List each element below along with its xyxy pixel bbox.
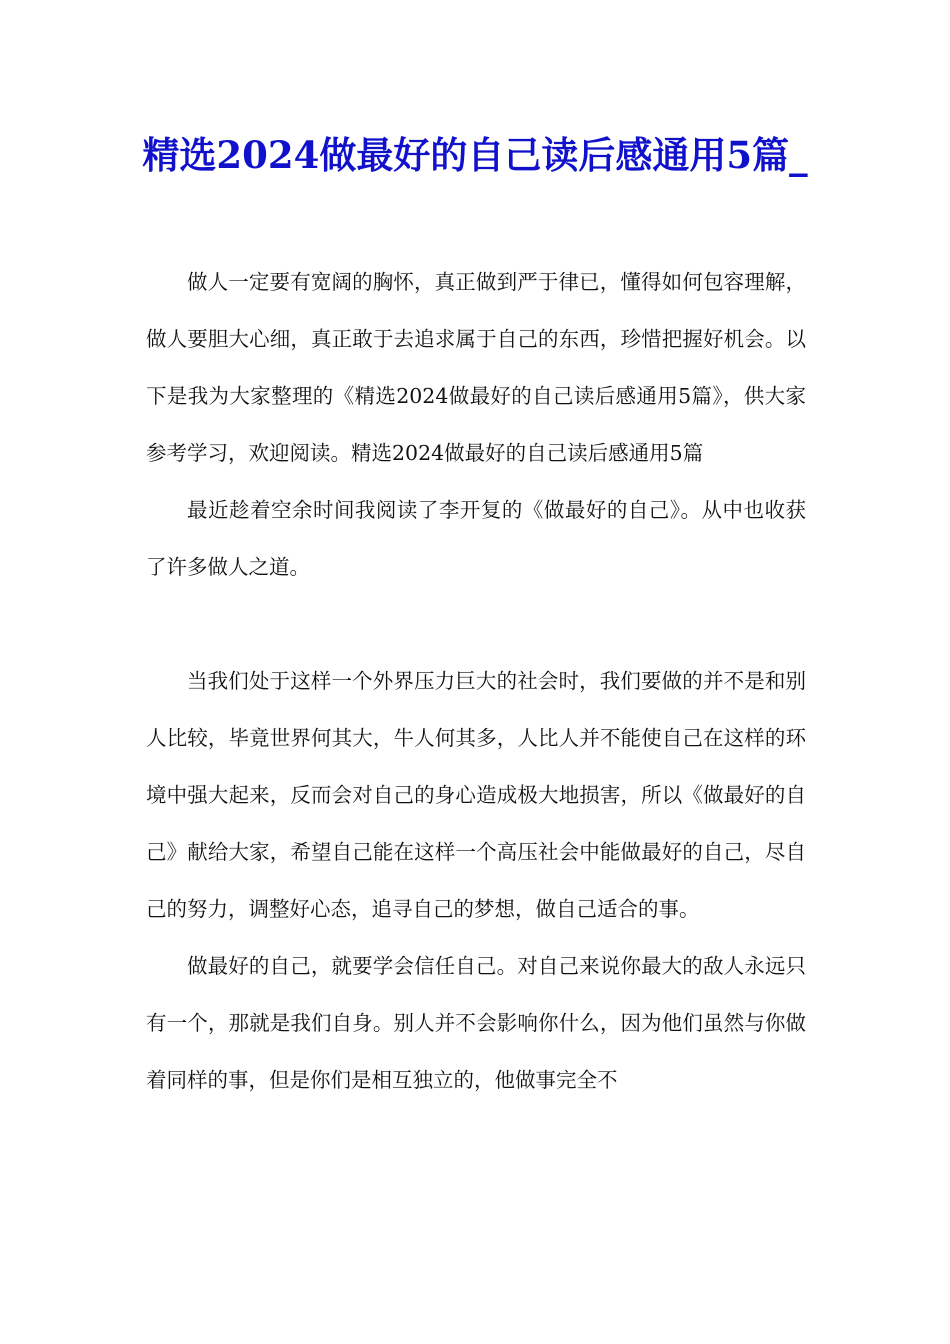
document-title: 精选2024做最好的自己读后感通用5篇_ bbox=[142, 133, 808, 177]
paragraph-pressure: 当我们处于这样一个外界压力巨大的社会时，我们要做的并不是和别人比较，毕竟世界何其大，牛人何其多，人比人并不能使自己在这样的环境中强大起来，反而会对自己的身心造成极大地损害，所以《做最好的自己》献给大家，希望自己能在这样一个高压社会中能做最好的自己，尽自己的努力，调整好心态，追寻自己的梦想，做自己适合的事。 bbox=[146, 669, 806, 921]
paragraph-trust: 做最好的自己，就要学会信任自己。对自己来说你最大的敌人永远只有一个，那就是我们自身。别人并不会影响你什么，因为他们虽然与你做着同样的事，但是你们是相互独立的，他做事完全不 bbox=[146, 954, 806, 1092]
document-body bbox=[146, 254, 806, 1109]
blank-line bbox=[146, 596, 806, 653]
paragraph-intro: 做人一定要有宽阔的胸怀，真正做到严于律已，懂得如何包容理解，做人要胆大心细，真正敢于去追求属于自己的东西，珍惜把握好机会。以下是我为大家整理的《精选2024做最好的自己读后感通用5篇》，供大家参考学习，欢迎阅读。精选2024做最好的自己读后感通用5篇 bbox=[146, 270, 806, 465]
paragraph-reading: 最近趁着空余时间我阅读了李开复的《做最好的自己》。从中也收获了许多做人之道。 bbox=[146, 498, 806, 579]
